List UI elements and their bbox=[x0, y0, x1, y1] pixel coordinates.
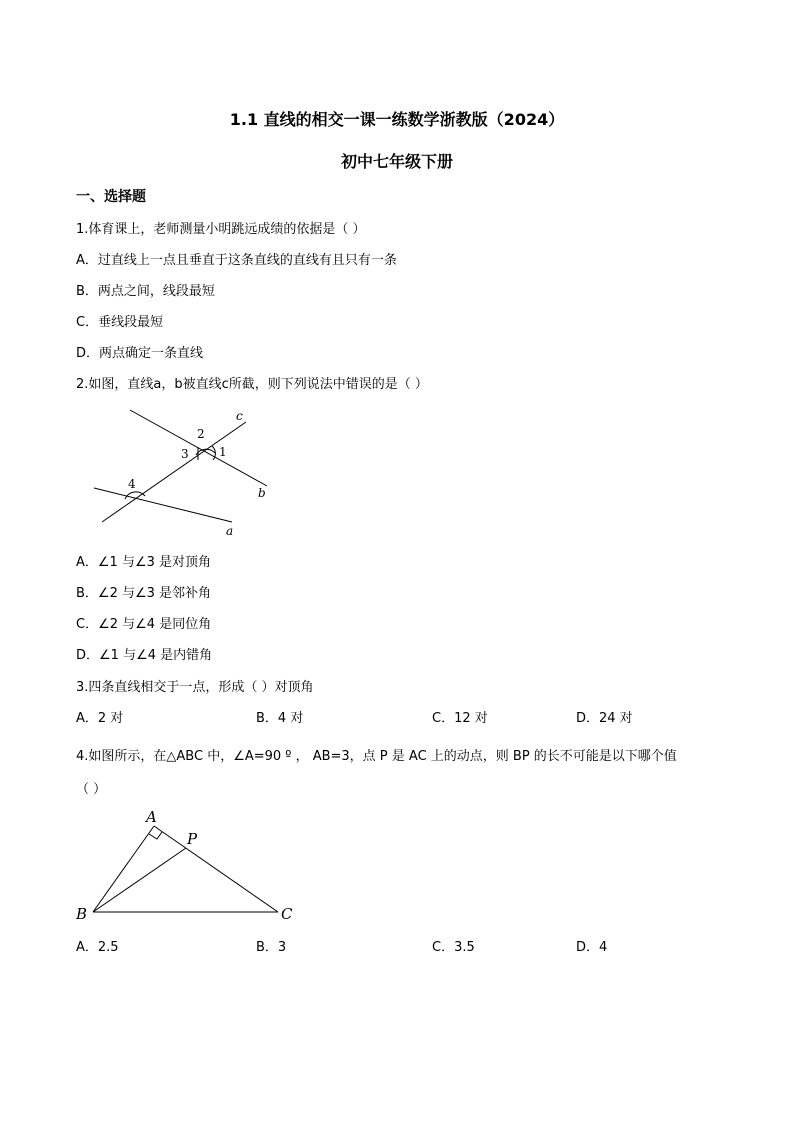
question-4-figure bbox=[74, 806, 304, 926]
label-c: c bbox=[236, 409, 243, 423]
question-2-option-a: A．∠1 与∠3 是对顶角 bbox=[76, 555, 212, 570]
label-C: C bbox=[281, 905, 293, 923]
question-2-stem: 2.如图，直线a，b被直线c所截，则下列说法中错误的是（ ） bbox=[76, 377, 428, 392]
question-3-option-d: D．24 对 bbox=[576, 711, 633, 726]
label-2: 2 bbox=[197, 427, 205, 441]
angle-1-arc bbox=[212, 446, 215, 460]
label-P: P bbox=[187, 830, 198, 848]
question-2-option-c: C．∠2 与∠4 是同位角 bbox=[76, 617, 212, 632]
question-3-option-b: B．4 对 bbox=[256, 711, 304, 726]
question-2-option-d: D．∠1 与∠4 是内错角 bbox=[76, 648, 213, 663]
question-1-option-a: A．过直线上一点且垂直于这条直线的直线有且只有一条 bbox=[76, 253, 397, 268]
question-4-option-c: C．3.5 bbox=[432, 940, 475, 955]
line-a bbox=[94, 488, 232, 522]
question-1-stem: 1.体育课上，老师测量小明跳远成绩的依据是（ ） bbox=[76, 222, 366, 237]
label-B: B bbox=[76, 905, 88, 923]
question-1-option-d: D．两点确定一条直线 bbox=[76, 346, 204, 361]
document-title: 1.1 直线的相交一课一练数学浙教版（2024） bbox=[229, 110, 565, 129]
question-4-option-d: D．4 bbox=[576, 940, 608, 955]
label-A: A bbox=[146, 808, 157, 826]
line-c bbox=[102, 422, 246, 522]
label-3: 3 bbox=[181, 447, 189, 461]
question-4-stem-line2: （ ） bbox=[76, 782, 107, 797]
question-2-option-b: B．∠2 与∠3 是邻补角 bbox=[76, 586, 212, 601]
segment-bp bbox=[93, 848, 186, 912]
question-4-stem-line1: 4.如图所示，在△ABC 中，∠A=90 º ， AB=3，点 P 是 AC 上的动点，则 BP 的长不可能是以下哪个值 bbox=[76, 749, 677, 764]
side-ac bbox=[154, 826, 278, 912]
question-1-option-b: B．两点之间，线段最短 bbox=[76, 284, 215, 299]
right-angle-mark bbox=[149, 832, 162, 839]
label-1: 1 bbox=[219, 445, 227, 459]
side-ab bbox=[93, 826, 154, 912]
question-3-option-a: A．2 对 bbox=[76, 711, 124, 726]
question-4-option-b: B．3 bbox=[256, 940, 287, 955]
label-4: 4 bbox=[128, 477, 136, 491]
question-2-figure bbox=[80, 402, 300, 542]
question-1-option-c: C．垂线段最短 bbox=[76, 315, 164, 330]
question-3-option-c: C．12 对 bbox=[432, 711, 488, 726]
document-subtitle: 初中七年级下册 bbox=[340, 152, 453, 171]
label-a: a bbox=[226, 524, 234, 538]
question-3-stem: 3.四条直线相交于一点，形成（ ）对顶角 bbox=[76, 680, 314, 695]
label-b: b bbox=[258, 486, 266, 500]
question-4-option-a: A．2.5 bbox=[76, 940, 119, 955]
section-heading: 一、选择题 bbox=[76, 189, 146, 205]
